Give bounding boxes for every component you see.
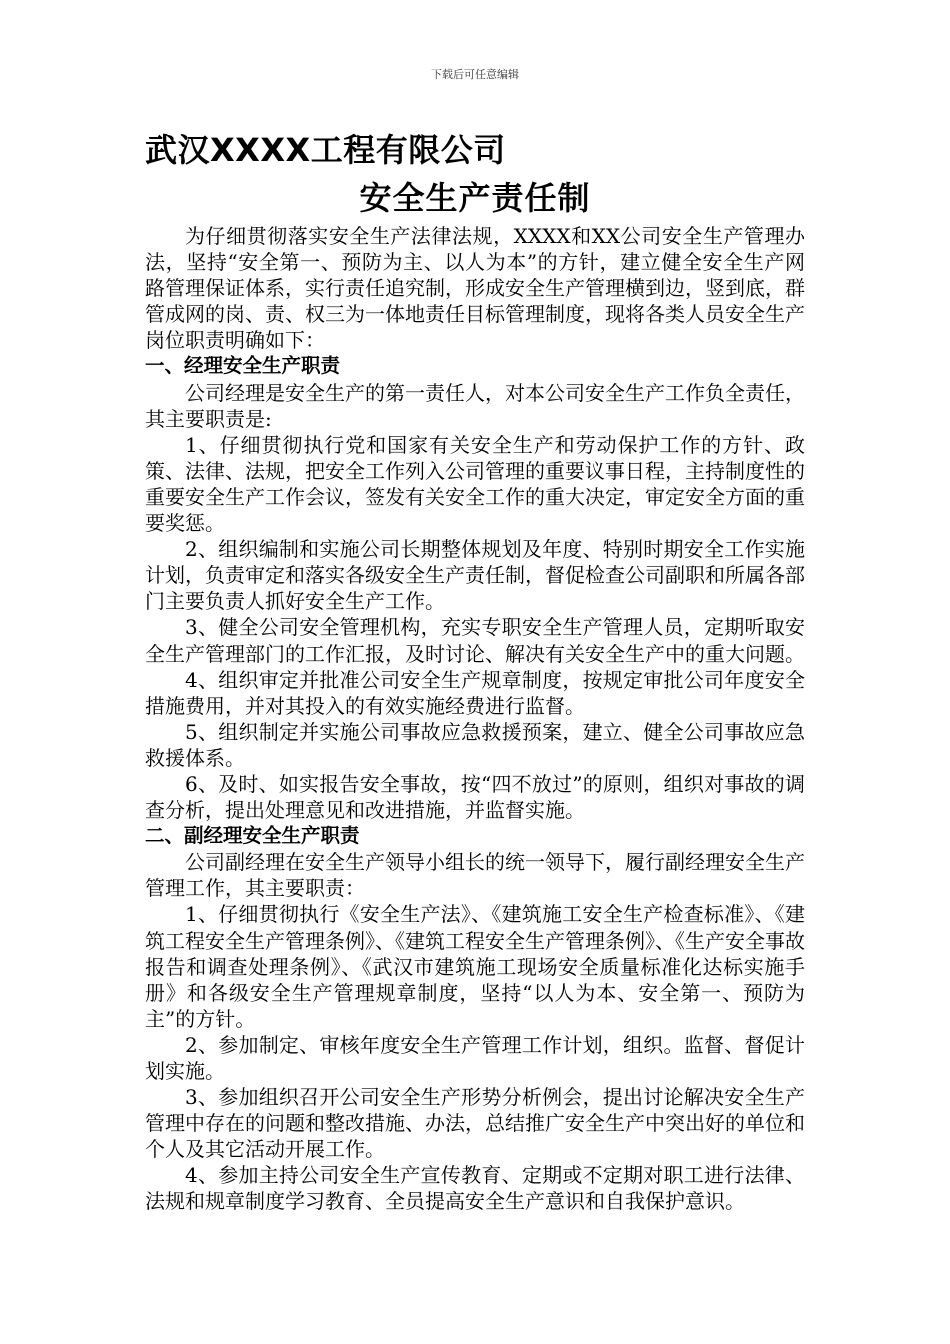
document-title: 安全生产责任制 <box>359 179 591 217</box>
header-note: 下载后可任意编辑 <box>431 68 519 81</box>
paragraph: 4、参加主持公司安全生产宣传教育、定期或不定期对职工进行法律、法规和规章制度学习教育、全员提高安全生产意识和自我保护意识。 <box>145 1163 805 1214</box>
paragraph: 2、参加制定、审核年度安全生产管理工作计划，组织。监督、督促计划实施。 <box>145 1032 805 1083</box>
paragraph: 6、及时、如实报告安全事故，按“四不放过”的原则，组织对事故的调查分析，提出处理意见和改进措施，并监督实施。 <box>145 771 805 823</box>
section-heading-manager: 一、经理安全生产职责 <box>145 354 341 378</box>
paragraph: 2、组织编制和实施公司长期整体规划及年度、特别时期安全工作实施计划，负责审定和落实各级安全生产责任制，督促检查公司副职和所属各部门主要负责人抓好安全生产工作。 <box>145 537 805 614</box>
paragraph: 3、参加组织召开公司安全生产形势分析例会，提出讨论解决安全生产管理中存在的问题和整改措施、办法，总结推广安全生产中突出好的单位和个人及其它活动开展工作。 <box>145 1085 805 1162</box>
paragraph: 1、仔细贯彻执行党和国家有关安全生产和劳动保护工作的方针、政策、法律、法规，把安全工作列入公司管理的重要议事日程，主持制度性的重要安全生产工作会议，签发有关安全工作的重大决定，审定安全方面的重要奖惩。 <box>145 432 805 536</box>
paragraph: 1、仔细贯彻执行《安全生产法》、《建筑施工安全生产检查标准》、《建筑工程安全生产管理条例》、《建筑工程安全生产管理条例》、《生产安全事故报告和调查处理条例》、《武汉市建筑施工现场安全质量标准化达标实施手册》和各级安全生产管理规章制度，坚持“以人为本、安全第一、预防为主”的方针。 <box>145 902 805 1031</box>
paragraph: 3、健全公司安全管理机构，充实专职安全生产管理人员，定期听取安全生产管理部门的工作汇报，及时讨论、解决有关安全生产中的重大问题。 <box>145 615 805 666</box>
paragraph: 公司经理是安全生产的第一责任人，对本公司安全生产工作负全责任，其主要职责是: <box>145 380 805 431</box>
paragraph: 4、组织审定并批准公司安全生产规章制度，按规定审批公司年度安全措施费用，并对其投入的有效实施经费进行监督。 <box>145 667 805 718</box>
intro-paragraph: 为仔细贯彻落实安全生产法律法规，XXXX和XX公司安全生产管理办法，坚持“安全第一、预防为主、以人为本”的方针，建立健全安全生产网路管理保证体系，实行责任追究制，形成安全生产管理横到边，竖到底，群管成网的岗、责、权三为一体地责任目标管理制度，现将各类人员安全生产岗位职责明确如下： <box>145 224 805 353</box>
paragraph: 5、组织制定并实施公司事故应急救援预案，建立、健全公司事故应急救援体系。 <box>145 719 805 770</box>
paragraph: 公司副经理在安全生产领导小组长的统一领导下，履行副经理安全生产管理工作，其主要职责： <box>145 850 805 901</box>
company-name: 武汉XXXX工程有限公司 <box>145 131 506 169</box>
section-heading-deputy-manager: 二、副经理安全生产职责 <box>145 824 360 848</box>
document-body <box>145 223 805 1215</box>
